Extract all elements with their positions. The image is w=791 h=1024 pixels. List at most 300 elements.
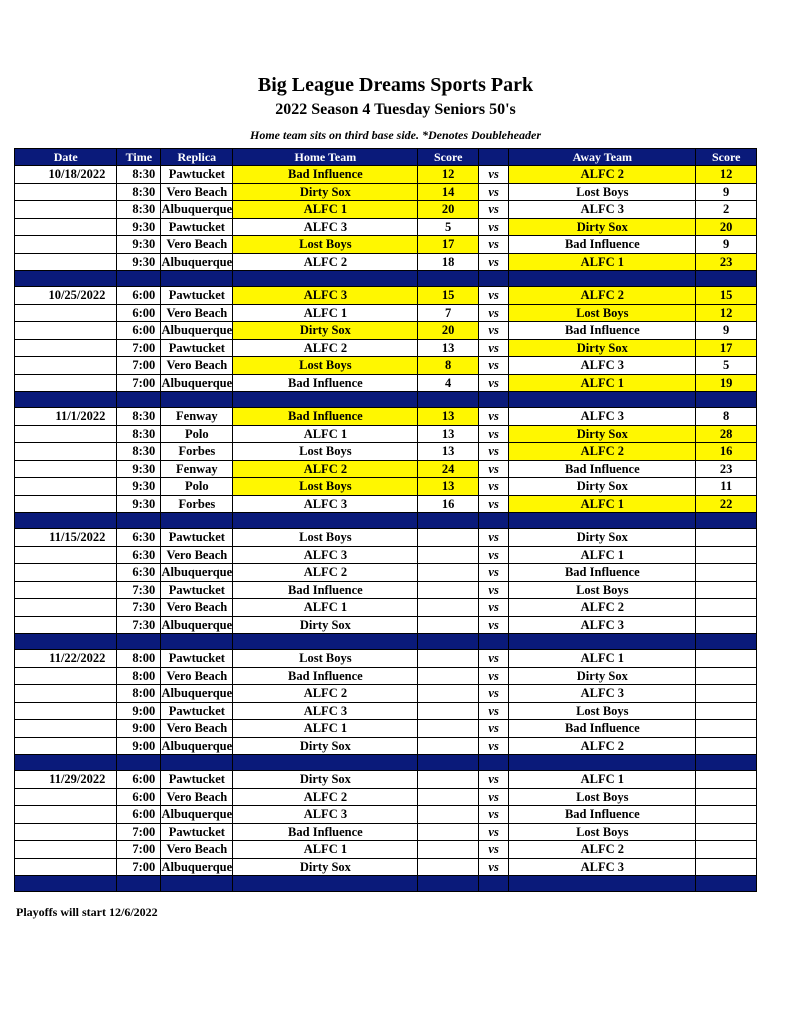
home-score xyxy=(418,823,479,841)
away-score: 22 xyxy=(696,495,757,513)
game-time: 8:30 xyxy=(117,201,161,219)
game-row xyxy=(15,806,757,824)
vs-label: vs xyxy=(478,304,508,322)
game-date xyxy=(15,374,117,392)
home-score: 13 xyxy=(418,478,479,496)
game-date xyxy=(15,858,117,876)
home-team: ALFC 1 xyxy=(233,201,418,219)
game-replica-field: Vero Beach xyxy=(161,183,233,201)
game-date xyxy=(15,806,117,824)
separator-cell xyxy=(117,876,161,892)
game-date xyxy=(15,253,117,271)
home-score: 14 xyxy=(418,183,479,201)
away-score xyxy=(696,599,757,617)
game-time: 6:00 xyxy=(117,287,161,305)
away-team: Dirty Sox xyxy=(509,529,696,547)
separator-cell xyxy=(117,755,161,771)
game-row xyxy=(15,771,757,789)
week-separator xyxy=(15,271,757,287)
game-time: 9:00 xyxy=(117,702,161,720)
away-team: Bad Influence xyxy=(509,806,696,824)
away-team: ALFC 3 xyxy=(509,357,696,375)
playoffs-note: Playoffs will start 12/6/2022 xyxy=(16,905,158,919)
away-score: 12 xyxy=(696,166,757,184)
separator-cell xyxy=(161,876,233,892)
separator-cell xyxy=(233,271,418,287)
separator-cell xyxy=(233,876,418,892)
vs-label: vs xyxy=(478,495,508,513)
home-team: ALFC 3 xyxy=(233,218,418,236)
game-time: 7:00 xyxy=(117,858,161,876)
away-score xyxy=(696,841,757,859)
game-date xyxy=(15,737,117,755)
game-time: 7:00 xyxy=(117,374,161,392)
home-team: ALFC 1 xyxy=(233,425,418,443)
game-time: 9:30 xyxy=(117,460,161,478)
home-team: ALFC 3 xyxy=(233,702,418,720)
home-score: 4 xyxy=(418,374,479,392)
game-replica-field: Polo xyxy=(161,425,233,443)
home-team: Lost Boys xyxy=(233,357,418,375)
game-date: 11/29/2022 xyxy=(15,771,117,789)
game-row xyxy=(15,218,757,236)
week-separator xyxy=(15,876,757,892)
home-score xyxy=(418,841,479,859)
separator-cell xyxy=(117,271,161,287)
home-team: ALFC 3 xyxy=(233,287,418,305)
separator-cell xyxy=(161,755,233,771)
game-date xyxy=(15,495,117,513)
game-row xyxy=(15,408,757,426)
game-date xyxy=(15,183,117,201)
home-score: 12 xyxy=(418,166,479,184)
game-row xyxy=(15,529,757,547)
game-time: 6:00 xyxy=(117,304,161,322)
home-score xyxy=(418,667,479,685)
game-replica-field: Pawtucket xyxy=(161,529,233,547)
game-replica-field: Forbes xyxy=(161,443,233,461)
game-date xyxy=(15,339,117,357)
separator-cell xyxy=(696,755,757,771)
vs-label: vs xyxy=(478,374,508,392)
game-replica-field: Albuquerque xyxy=(161,807,233,822)
header-home-team: Home Team xyxy=(233,149,418,166)
separator-cell xyxy=(233,513,418,529)
home-score: 15 xyxy=(418,287,479,305)
game-date xyxy=(15,357,117,375)
game-row xyxy=(15,322,757,340)
game-replica-field: Albuquerque xyxy=(161,375,233,390)
vs-label: vs xyxy=(478,183,508,201)
away-team: Bad Influence xyxy=(509,564,696,582)
separator-cell xyxy=(478,392,508,408)
home-team: Dirty Sox xyxy=(233,322,418,340)
game-date xyxy=(15,564,117,582)
game-time: 9:30 xyxy=(117,495,161,513)
week-separator xyxy=(15,634,757,650)
schedule-table xyxy=(14,148,757,892)
home-team: ALFC 3 xyxy=(233,806,418,824)
separator-cell xyxy=(161,513,233,529)
game-row xyxy=(15,737,757,755)
header-vs xyxy=(478,149,508,166)
home-team: ALFC 2 xyxy=(233,564,418,582)
game-date: 11/22/2022 xyxy=(15,650,117,668)
game-replica-field: Albuquerque xyxy=(161,565,233,580)
separator-cell xyxy=(696,634,757,650)
game-replica-field: Fenway xyxy=(161,408,233,426)
game-replica-field: Vero Beach xyxy=(161,720,233,738)
separator-cell xyxy=(418,513,479,529)
game-replica-field: Albuquerque xyxy=(161,686,233,701)
separator-cell xyxy=(161,392,233,408)
separator-cell xyxy=(696,513,757,529)
week-separator xyxy=(15,513,757,529)
game-date xyxy=(15,667,117,685)
away-score xyxy=(696,529,757,547)
home-score: 13 xyxy=(418,443,479,461)
separator-cell xyxy=(418,271,479,287)
vs-label: vs xyxy=(478,443,508,461)
game-replica-field: Vero Beach xyxy=(161,788,233,806)
away-score: 8 xyxy=(696,408,757,426)
game-time: 9:00 xyxy=(117,737,161,755)
header-away-score: Score xyxy=(696,149,757,166)
separator-cell xyxy=(696,876,757,892)
page-subtitle: 2022 Season 4 Tuesday Seniors 50's xyxy=(275,101,516,118)
vs-label: vs xyxy=(478,478,508,496)
away-score: 19 xyxy=(696,374,757,392)
vs-label: vs xyxy=(478,806,508,824)
header-home-score: Score xyxy=(418,149,479,166)
away-team: ALFC 2 xyxy=(509,287,696,305)
page-title: Big League Dreams Sports Park xyxy=(257,74,534,96)
away-team: ALFC 3 xyxy=(509,685,696,703)
game-time: 9:00 xyxy=(117,720,161,738)
home-team: Bad Influence xyxy=(233,374,418,392)
game-time: 8:00 xyxy=(117,650,161,668)
separator-cell xyxy=(418,876,479,892)
away-team: Dirty Sox xyxy=(509,339,696,357)
game-replica-field: Pawtucket xyxy=(161,823,233,841)
away-team: Lost Boys xyxy=(509,823,696,841)
week-separator xyxy=(15,392,757,408)
separator-cell xyxy=(418,755,479,771)
home-score xyxy=(418,685,479,703)
home-team: Dirty Sox xyxy=(233,858,418,876)
vs-label: vs xyxy=(478,253,508,271)
vs-label: vs xyxy=(478,650,508,668)
game-row xyxy=(15,443,757,461)
away-score: 9 xyxy=(696,236,757,254)
separator-cell xyxy=(418,392,479,408)
game-row xyxy=(15,339,757,357)
away-score xyxy=(696,806,757,824)
away-team: Bad Influence xyxy=(509,236,696,254)
home-team: Lost Boys xyxy=(233,236,418,254)
game-row xyxy=(15,478,757,496)
away-team: Lost Boys xyxy=(509,702,696,720)
home-team: Lost Boys xyxy=(233,443,418,461)
game-replica-field: Pawtucket xyxy=(161,218,233,236)
home-team: ALFC 1 xyxy=(233,720,418,738)
header-date: Date xyxy=(15,149,117,166)
separator-cell xyxy=(478,271,508,287)
separator-cell xyxy=(161,271,233,287)
game-replica-field: Vero Beach xyxy=(161,599,233,617)
vs-label: vs xyxy=(478,720,508,738)
game-replica-field: Albuquerque xyxy=(161,254,233,269)
home-team: ALFC 3 xyxy=(233,546,418,564)
away-team: ALFC 1 xyxy=(509,546,696,564)
separator-cell xyxy=(478,755,508,771)
home-score xyxy=(418,616,479,634)
game-replica-field: Albuquerque xyxy=(161,859,233,874)
vs-label: vs xyxy=(478,546,508,564)
home-score: 5 xyxy=(418,218,479,236)
separator-cell xyxy=(478,513,508,529)
game-date xyxy=(15,823,117,841)
game-time: 7:00 xyxy=(117,841,161,859)
home-score: 16 xyxy=(418,495,479,513)
vs-label: vs xyxy=(478,616,508,634)
separator-cell xyxy=(15,513,117,529)
game-replica-field: Forbes xyxy=(161,495,233,513)
game-row xyxy=(15,564,757,582)
game-date: 11/1/2022 xyxy=(15,408,117,426)
separator-cell xyxy=(509,755,696,771)
game-time: 9:30 xyxy=(117,253,161,271)
vs-label: vs xyxy=(478,408,508,426)
vs-label: vs xyxy=(478,460,508,478)
game-row xyxy=(15,357,757,375)
vs-label: vs xyxy=(478,166,508,184)
game-date xyxy=(15,236,117,254)
game-replica-field: Pawtucket xyxy=(161,287,233,305)
home-score xyxy=(418,771,479,789)
home-score xyxy=(418,737,479,755)
vs-label: vs xyxy=(478,201,508,219)
game-time: 7:30 xyxy=(117,581,161,599)
game-replica-field: Albuquerque xyxy=(161,738,233,753)
game-replica-field: Vero Beach xyxy=(161,236,233,254)
away-score: 11 xyxy=(696,478,757,496)
game-replica-field: Vero Beach xyxy=(161,667,233,685)
away-team: Dirty Sox xyxy=(509,667,696,685)
away-team: ALFC 2 xyxy=(509,841,696,859)
vs-label: vs xyxy=(478,737,508,755)
home-team: Bad Influence xyxy=(233,667,418,685)
home-team: Bad Influence xyxy=(233,581,418,599)
separator-cell xyxy=(509,513,696,529)
away-team: Lost Boys xyxy=(509,581,696,599)
game-date xyxy=(15,720,117,738)
home-score: 20 xyxy=(418,201,479,219)
game-replica-field: Vero Beach xyxy=(161,304,233,322)
away-team: ALFC 1 xyxy=(509,650,696,668)
game-time: 9:30 xyxy=(117,478,161,496)
home-team: Bad Influence xyxy=(233,823,418,841)
away-score: 15 xyxy=(696,287,757,305)
home-score: 13 xyxy=(418,339,479,357)
separator-cell xyxy=(117,634,161,650)
away-score xyxy=(696,581,757,599)
game-replica-field: Albuquerque xyxy=(161,323,233,338)
away-team: ALFC 3 xyxy=(509,408,696,426)
separator-cell xyxy=(117,392,161,408)
game-replica-field: Pawtucket xyxy=(161,650,233,668)
game-row xyxy=(15,823,757,841)
game-row xyxy=(15,183,757,201)
game-row xyxy=(15,616,757,634)
game-time: 6:30 xyxy=(117,546,161,564)
game-row xyxy=(15,581,757,599)
game-time: 7:00 xyxy=(117,357,161,375)
home-score: 18 xyxy=(418,253,479,271)
game-replica-field: Polo xyxy=(161,478,233,496)
header-away-team: Away Team xyxy=(509,149,696,166)
home-score xyxy=(418,581,479,599)
away-score xyxy=(696,546,757,564)
game-row xyxy=(15,495,757,513)
away-score: 2 xyxy=(696,201,757,219)
away-team: ALFC 3 xyxy=(509,616,696,634)
game-replica-field: Pawtucket xyxy=(161,339,233,357)
game-date xyxy=(15,546,117,564)
game-row xyxy=(15,304,757,322)
home-score: 8 xyxy=(418,357,479,375)
away-team: ALFC 2 xyxy=(509,737,696,755)
away-score xyxy=(696,823,757,841)
separator-cell xyxy=(15,876,117,892)
away-team: ALFC 2 xyxy=(509,599,696,617)
game-replica-field: Albuquerque xyxy=(161,202,233,217)
vs-label: vs xyxy=(478,702,508,720)
away-team: Dirty Sox xyxy=(509,218,696,236)
game-row xyxy=(15,650,757,668)
game-replica-field: Pawtucket xyxy=(161,166,233,184)
game-row xyxy=(15,166,757,184)
home-score xyxy=(418,650,479,668)
game-time: 7:30 xyxy=(117,616,161,634)
home-score xyxy=(418,546,479,564)
game-time: 7:30 xyxy=(117,599,161,617)
home-team: Dirty Sox xyxy=(233,737,418,755)
home-team: ALFC 2 xyxy=(233,339,418,357)
home-score xyxy=(418,858,479,876)
game-time: 6:00 xyxy=(117,771,161,789)
schedule-body xyxy=(15,166,757,892)
vs-label: vs xyxy=(478,685,508,703)
home-score xyxy=(418,702,479,720)
separator-cell xyxy=(696,392,757,408)
away-score: 9 xyxy=(696,322,757,340)
home-team: ALFC 2 xyxy=(233,460,418,478)
vs-label: vs xyxy=(478,236,508,254)
home-team: Lost Boys xyxy=(233,650,418,668)
game-replica-field: Vero Beach xyxy=(161,841,233,859)
away-team: ALFC 3 xyxy=(509,858,696,876)
away-team: ALFC 3 xyxy=(509,201,696,219)
game-date xyxy=(15,685,117,703)
away-score xyxy=(696,788,757,806)
game-date xyxy=(15,201,117,219)
game-replica-field: Pawtucket xyxy=(161,771,233,789)
separator-cell xyxy=(418,634,479,650)
separator-cell xyxy=(509,392,696,408)
separator-cell xyxy=(509,271,696,287)
separator-cell xyxy=(233,392,418,408)
home-score xyxy=(418,788,479,806)
game-row xyxy=(15,599,757,617)
vs-label: vs xyxy=(478,581,508,599)
game-time: 6:00 xyxy=(117,788,161,806)
away-score: 12 xyxy=(696,304,757,322)
vs-label: vs xyxy=(478,841,508,859)
home-team: Dirty Sox xyxy=(233,771,418,789)
home-team: ALFC 1 xyxy=(233,304,418,322)
home-score: 13 xyxy=(418,408,479,426)
game-date xyxy=(15,841,117,859)
away-score: 28 xyxy=(696,425,757,443)
game-time: 8:00 xyxy=(117,685,161,703)
separator-cell xyxy=(509,876,696,892)
game-row xyxy=(15,546,757,564)
away-team: ALFC 2 xyxy=(509,166,696,184)
home-team: Lost Boys xyxy=(233,478,418,496)
separator-cell xyxy=(15,755,117,771)
game-date xyxy=(15,304,117,322)
separator-cell xyxy=(478,634,508,650)
home-team: Bad Influence xyxy=(233,166,418,184)
separator-cell xyxy=(161,634,233,650)
away-score: 23 xyxy=(696,253,757,271)
game-row xyxy=(15,685,757,703)
game-date xyxy=(15,616,117,634)
away-score xyxy=(696,771,757,789)
vs-label: vs xyxy=(478,425,508,443)
vs-label: vs xyxy=(478,287,508,305)
game-row xyxy=(15,374,757,392)
game-date xyxy=(15,581,117,599)
home-team: Lost Boys xyxy=(233,529,418,547)
home-score: 7 xyxy=(418,304,479,322)
home-score: 17 xyxy=(418,236,479,254)
game-row xyxy=(15,460,757,478)
separator-cell xyxy=(15,392,117,408)
game-time: 8:30 xyxy=(117,443,161,461)
vs-label: vs xyxy=(478,599,508,617)
away-team: Lost Boys xyxy=(509,788,696,806)
game-time: 7:00 xyxy=(117,823,161,841)
separator-cell xyxy=(15,634,117,650)
home-team: ALFC 2 xyxy=(233,788,418,806)
separator-cell xyxy=(233,634,418,650)
home-score xyxy=(418,529,479,547)
week-separator xyxy=(15,755,757,771)
home-score xyxy=(418,806,479,824)
home-score: 24 xyxy=(418,460,479,478)
away-score: 5 xyxy=(696,357,757,375)
home-team: ALFC 2 xyxy=(233,253,418,271)
game-replica-field: Pawtucket xyxy=(161,702,233,720)
separator-cell xyxy=(117,513,161,529)
away-score xyxy=(696,737,757,755)
home-score: 13 xyxy=(418,425,479,443)
game-time: 8:30 xyxy=(117,183,161,201)
game-replica-field: Vero Beach xyxy=(161,357,233,375)
separator-cell xyxy=(509,634,696,650)
